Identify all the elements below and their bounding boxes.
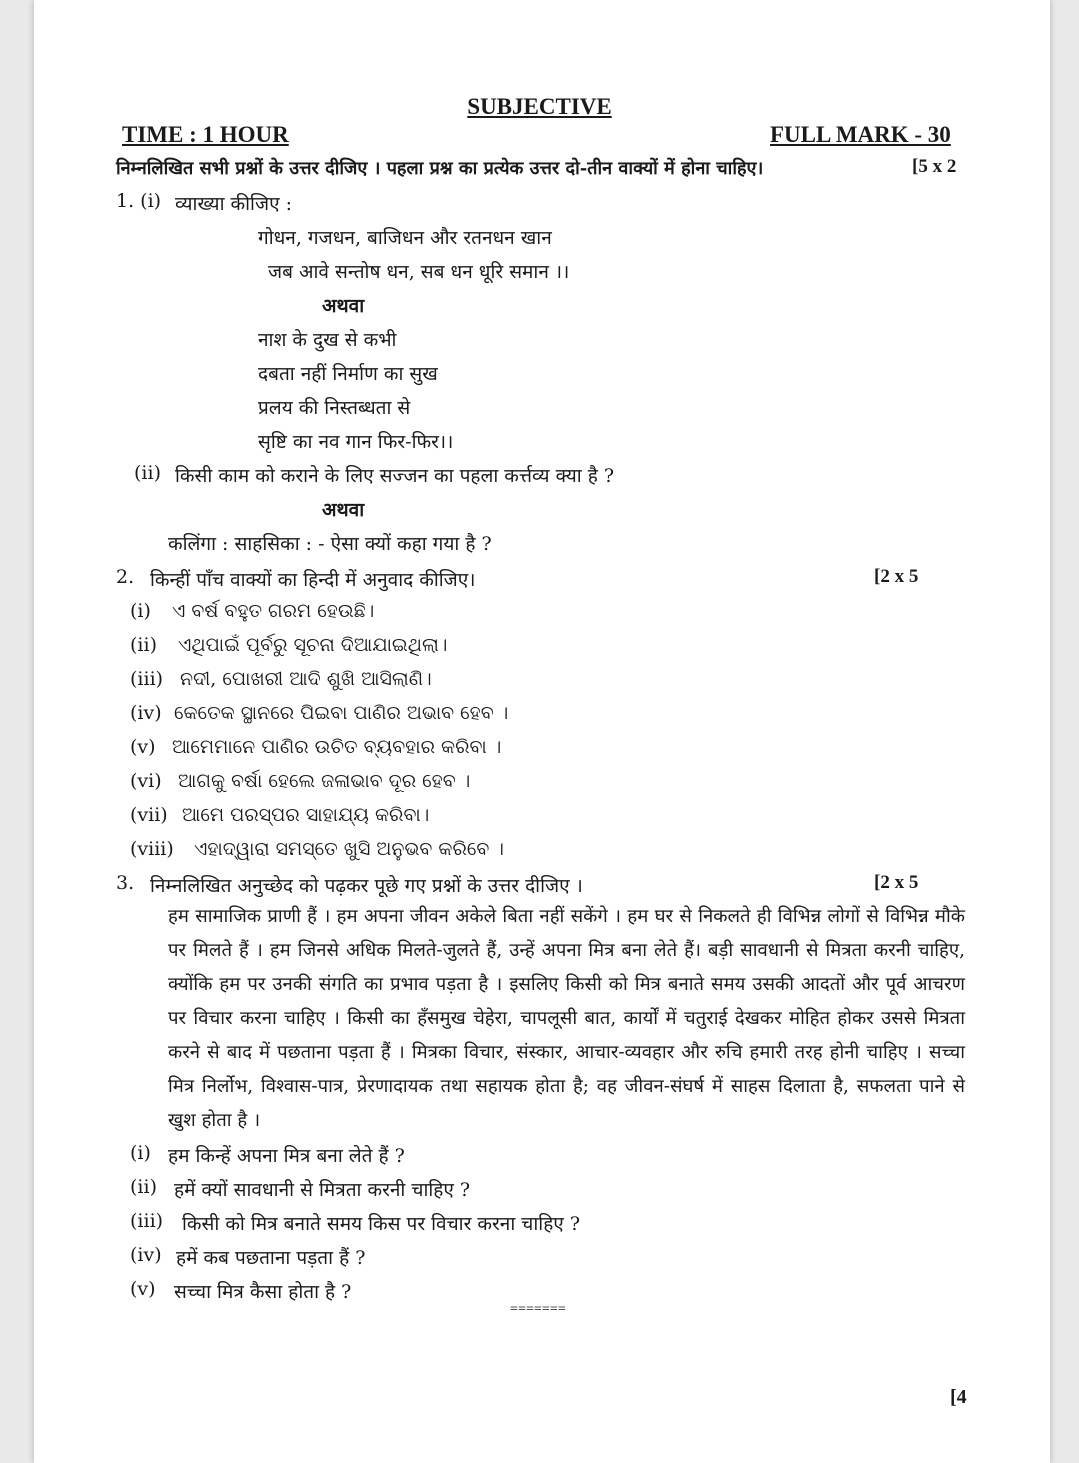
q2-item-text: ଆମେମାନେ ପାଣିର ଉଚିତ ବ୍ୟବହାର କରିବା ।	[172, 736, 502, 758]
q1-poem2-line4: सृष्टि का नव गान फिर-फिर।।	[258, 431, 454, 453]
q2-item-text: ଆଗକୁ ବର୍ଷା ହେଲେ ଜଳାଭାବ ଦୂର ହେବ ।	[178, 770, 471, 792]
q1-sub2-label: (ii)	[134, 462, 161, 484]
q3-question-text: हमें क्यों सावधानी से मित्रता करनी चाहिए ?	[174, 1179, 471, 1201]
q2-item-num: (vi)	[130, 770, 162, 792]
q2-item-num: (i)	[130, 600, 151, 622]
page-title: SUBJECTIVE	[467, 94, 612, 119]
q1-poem1-line1: गोधन, गजधन, बाजिधन और रतनधन खान	[258, 227, 552, 249]
q2-item-text: ଏଥିପାଇଁ ପୂର୍ବରୁ ସୂଚନା ଦିଆଯାଇଥିଲା।	[178, 634, 448, 656]
q3-question-text: हमें कब पछताना पड़ता हैं ?	[176, 1247, 366, 1269]
instruction-marks: [5 x 2	[912, 156, 957, 177]
q2-item-text: ଆମେ ପରସ୍ପର ସାହାଯ୍ୟ କରିବା।	[182, 804, 430, 826]
q1-sub2-text: किसी काम को कराने के लिए सज्जन का पहला कर्त्तव्य क्या है ?	[175, 465, 615, 487]
general-instruction: निम्नलिखित सभी प्रश्नों के उत्तर दीजिए । पहला प्रश्न का प्रत्येक उत्तर दो-तीन वाक्यों में होना चाहिए।	[116, 158, 764, 179]
q3-question-num: (ii)	[130, 1176, 157, 1198]
q2-item-num: (vii)	[130, 804, 168, 826]
q1-poem2-line1: नाश के दुख से कभी	[258, 329, 397, 351]
full-mark-label: FULL MARK - 30	[770, 122, 951, 147]
q1-or-label-2: अथवा	[322, 499, 365, 521]
q2-item-text: ଏ ବର୍ଷ ବହୁତ ଗରମ ହେଉଛି।	[172, 600, 375, 622]
q2-item-num: (viii)	[130, 838, 174, 860]
q3-question-text: सच्चा मित्र कैसा होता है ?	[174, 1281, 352, 1303]
q2-item-num: (v)	[130, 736, 156, 758]
q2-prompt: किन्हीं पाँच वाक्यों का हिन्दी में अनुवाद कीजिए।	[150, 569, 476, 591]
q3-question-num: (iii)	[130, 1210, 164, 1232]
q1-poem1-line2: जब आवे सन्तोष धन, सब धन धूरि समान ।।	[268, 261, 570, 283]
q3-question-num: (iv)	[130, 1244, 162, 1266]
q3-question-num: (v)	[130, 1278, 156, 1300]
page-marker: [4	[950, 1386, 967, 1408]
q1-poem2-line3: प्रलय की निस्तब्धता से	[258, 397, 411, 419]
q2-item-text: କେତେକ ସ୍ଥାନରେ ପିଇବା ପାଣିର ଅଭାବ ହେବ ।	[174, 702, 509, 724]
q1-label: 1. (i)	[116, 190, 162, 212]
q3-label: 3.	[116, 872, 135, 894]
q2-marks: [2 x 5	[874, 566, 919, 587]
q1-sub2-alt: कलिंगा : साहसिका : - ऐसा क्यों कहा गया है ?	[168, 533, 492, 555]
q2-item-num: (iii)	[130, 668, 164, 690]
q3-prompt: निम्नलिखित अनुच्छेद को पढ़कर पूछे गए प्रश्नों के उत्तर दीजिए ।	[150, 875, 583, 897]
q2-item-text: ଏହାଦ୍ୱାରା ସମସ୍ତେ ଖୁସି ଅନୁଭବ କରିବେ ।	[194, 838, 504, 860]
q3-question-num: (i)	[130, 1142, 151, 1164]
q3-passage: हम सामाजिक प्राणी हैं । हम अपना जीवन अकेले बिता नहीं सकेंगे । हम घर से निकलते ही विभिन्न लोगों से विभिन्न मौके पर मिलते हैं । हम जिनसे अधिक मिलते-जुलते हैं, उन्हें अपना मित्र बना लेते हैं। बड़ी सावधानी से मित्रता करनी चाहिए, क्योंकि हम पर उनकी संगति का प्रभाव पड़ता है । इसलिए किसी को मित्र बनाते समय उसकी आदतों और पूर्व आचरण पर विचार करना चाहिए । किसी का हँसमुख चेहेरा, चापलूसी बात, कार्यों में चतुराई देखकर मोहित होकर उससे मित्रता करने से बाद में पछताना पड़ता हैं । मित्रका विचार, संस्कार, आचार-व्यवहार और रुचि हमारी तरह होनी चाहिए । सच्चा मित्र निर्लोभ, विश्वास-पात्र, प्रेरणादायक तथा सहायक होता है; वह जीवन-संघर्ष में साहस दिलाता है, सफलता पाने से खुश होता है ।	[168, 906, 965, 1131]
q2-item-num: (ii)	[130, 634, 157, 656]
q3-question-text: किसी को मित्र बनाते समय किस पर विचार करना चाहिए ?	[182, 1213, 581, 1235]
q2-item-text: ନଦୀ, ପୋଖରୀ ଆଦି ଶୁଖି ଆସିଲାଣି।	[180, 668, 432, 690]
q1-prompt: व्याख्या कीजिए :	[175, 193, 293, 215]
q3-question-text: हम किन्हें अपना मित्र बना लेते हैं ?	[168, 1145, 405, 1167]
time-label: TIME : 1 HOUR	[122, 122, 289, 147]
q1-poem2-line2: दबता नहीं निर्माण का सुख	[258, 363, 438, 385]
q2-item-num: (iv)	[130, 702, 162, 724]
q2-label: 2.	[116, 566, 135, 588]
end-separator: =======	[510, 1302, 566, 1317]
q3-marks: [2 x 5	[874, 872, 919, 893]
q1-or-label: अथवा	[322, 295, 365, 317]
